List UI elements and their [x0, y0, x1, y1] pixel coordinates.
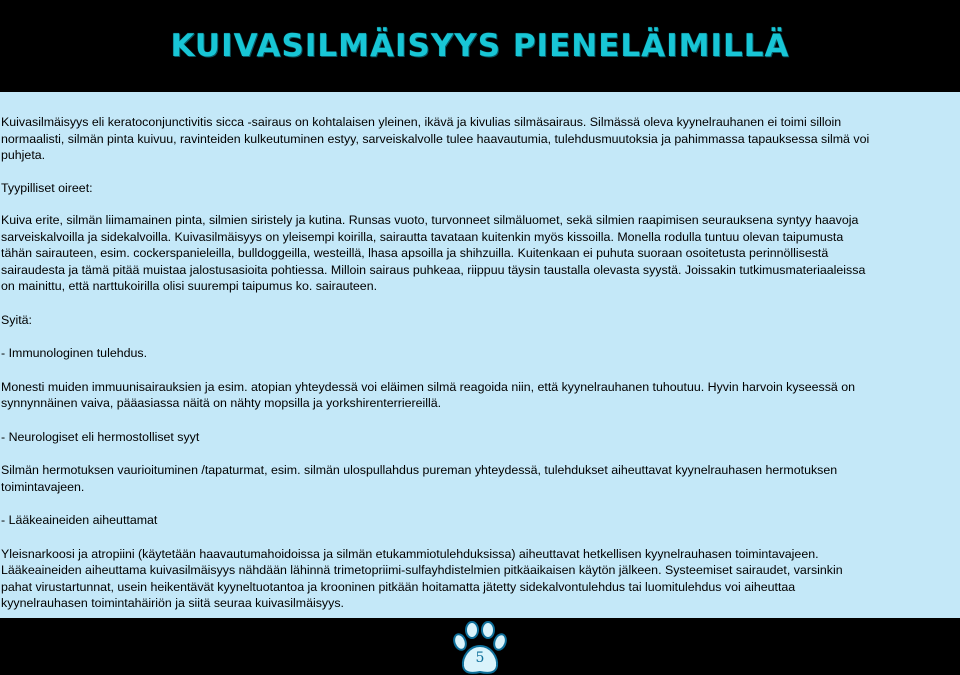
content-area: [0, 92, 960, 618]
causes-heading: Syitä:: [1, 312, 32, 327]
page-title: KUIVASILMÄISYYS PIENELÄIMILLÄ: [170, 28, 790, 64]
header-bar: [0, 0, 960, 92]
cause-medication-paragraph: Yleisnarkoosi ja atropiini (käytetään haavautumahoidoissa ja silmän etukammiotulehduksissa) aiheuttavat hetkellisen kyynelrauhasen toimintavajeen. Lääkeaineiden aiheuttama kuivasilmäisyys nähdään lähinnä trimetopriimi-sulfayhdistelmien pitkäaikaisen käytön jälkeen. Systeemiset sairaudet, varsinkin pahat virustartunnat, usein heikentävät kyyneltuotantoa ja krooninen pitkään hoitamatta jätetty sidekalvontulehdus tai luomitulehdus voi aiheuttaa kyynelrauhasen toimintahäiriön ja siitä seuraa kuivasilmäisyys.: [1, 546, 843, 610]
page-number: 5: [475, 650, 485, 666]
paw-print-icon: [451, 621, 509, 675]
intro-paragraph: Kuivasilmäisyys eli keratoconjunctivitis sicca -sairaus on kohtalaisen yleinen, ikävä ja kivulias silmäsairaus. Silmässä oleva kyynelrauhanen ei toimi silloin normaalisti, silmän pinta kuivuu, ravinteiden kulkeutuminen estyy, sarveiskalvolle tulee haavautumia, tulehdusmuutoksia ja pahimmassa tapauksessa silmä voi puhjeta.: [1, 115, 870, 162]
cause-medication-heading: - Lääkeaineiden aiheuttamat: [1, 513, 158, 527]
symptoms-paragraph: Kuiva erite, silmän liimamainen pinta, silmien siristely ja kutina. Runsas vuoto, turvonneet silmäluomet, sekä silmien raapimisen seurauksena syntyy haavoja sarveiskalvoilla ja sidekalvoilla. Kuivasilmäisyys on yleisempi koirilla, sairautta tavataan kuitenkin myös kissoilla. Monella rodulla tuntuu olevan taipumusta tähän sairauteen, esim. cockerspanieleilla, bulldoggeilla, westeillä, lhasa apsoilla ja shihzuilla. Kuitenkaan ei puhuta suoraan osoitetusta perinnöllisestä sairaudesta ja tämä pitää muistaa jalostusasioita pohtiessa. Milloin sairaus puhkeaa, riippuu täysin taustalla olevasta syystä. Joissakin tutkimusmateriaaleissa on mainittu, että narttukoirilla olisi suurempi taipumus ko. sairauteen.: [1, 213, 866, 293]
cause-neurological-paragraph: Silmän hermotuksen vaurioituminen /tapaturmat, esim. silmän ulospullahdus pureman yhteydessä, tulehdukset aiheuttavat kyynelrauhasen hermotuksen toimintavajeen.: [1, 463, 838, 494]
cause-immunological-heading: - Immunologinen tulehdus.: [1, 346, 148, 360]
symptoms-heading: Tyypilliset oireet:: [1, 180, 93, 195]
cause-neurological-heading: - Neurologiset eli hermostolliset syyt: [1, 429, 200, 444]
cause-immunological-paragraph: Monesti muiden immuunisairauksien ja esim. atopian yhteydessä voi eläimen silmä reagoida niin, että kyynelrauhanen tuhoutuu. Hyvin harvoin kyseessä on synnynnäinen vaiva, pääasiassa näitä on nähty mopsilla ja yorkshirenterriereillä.: [1, 379, 856, 410]
